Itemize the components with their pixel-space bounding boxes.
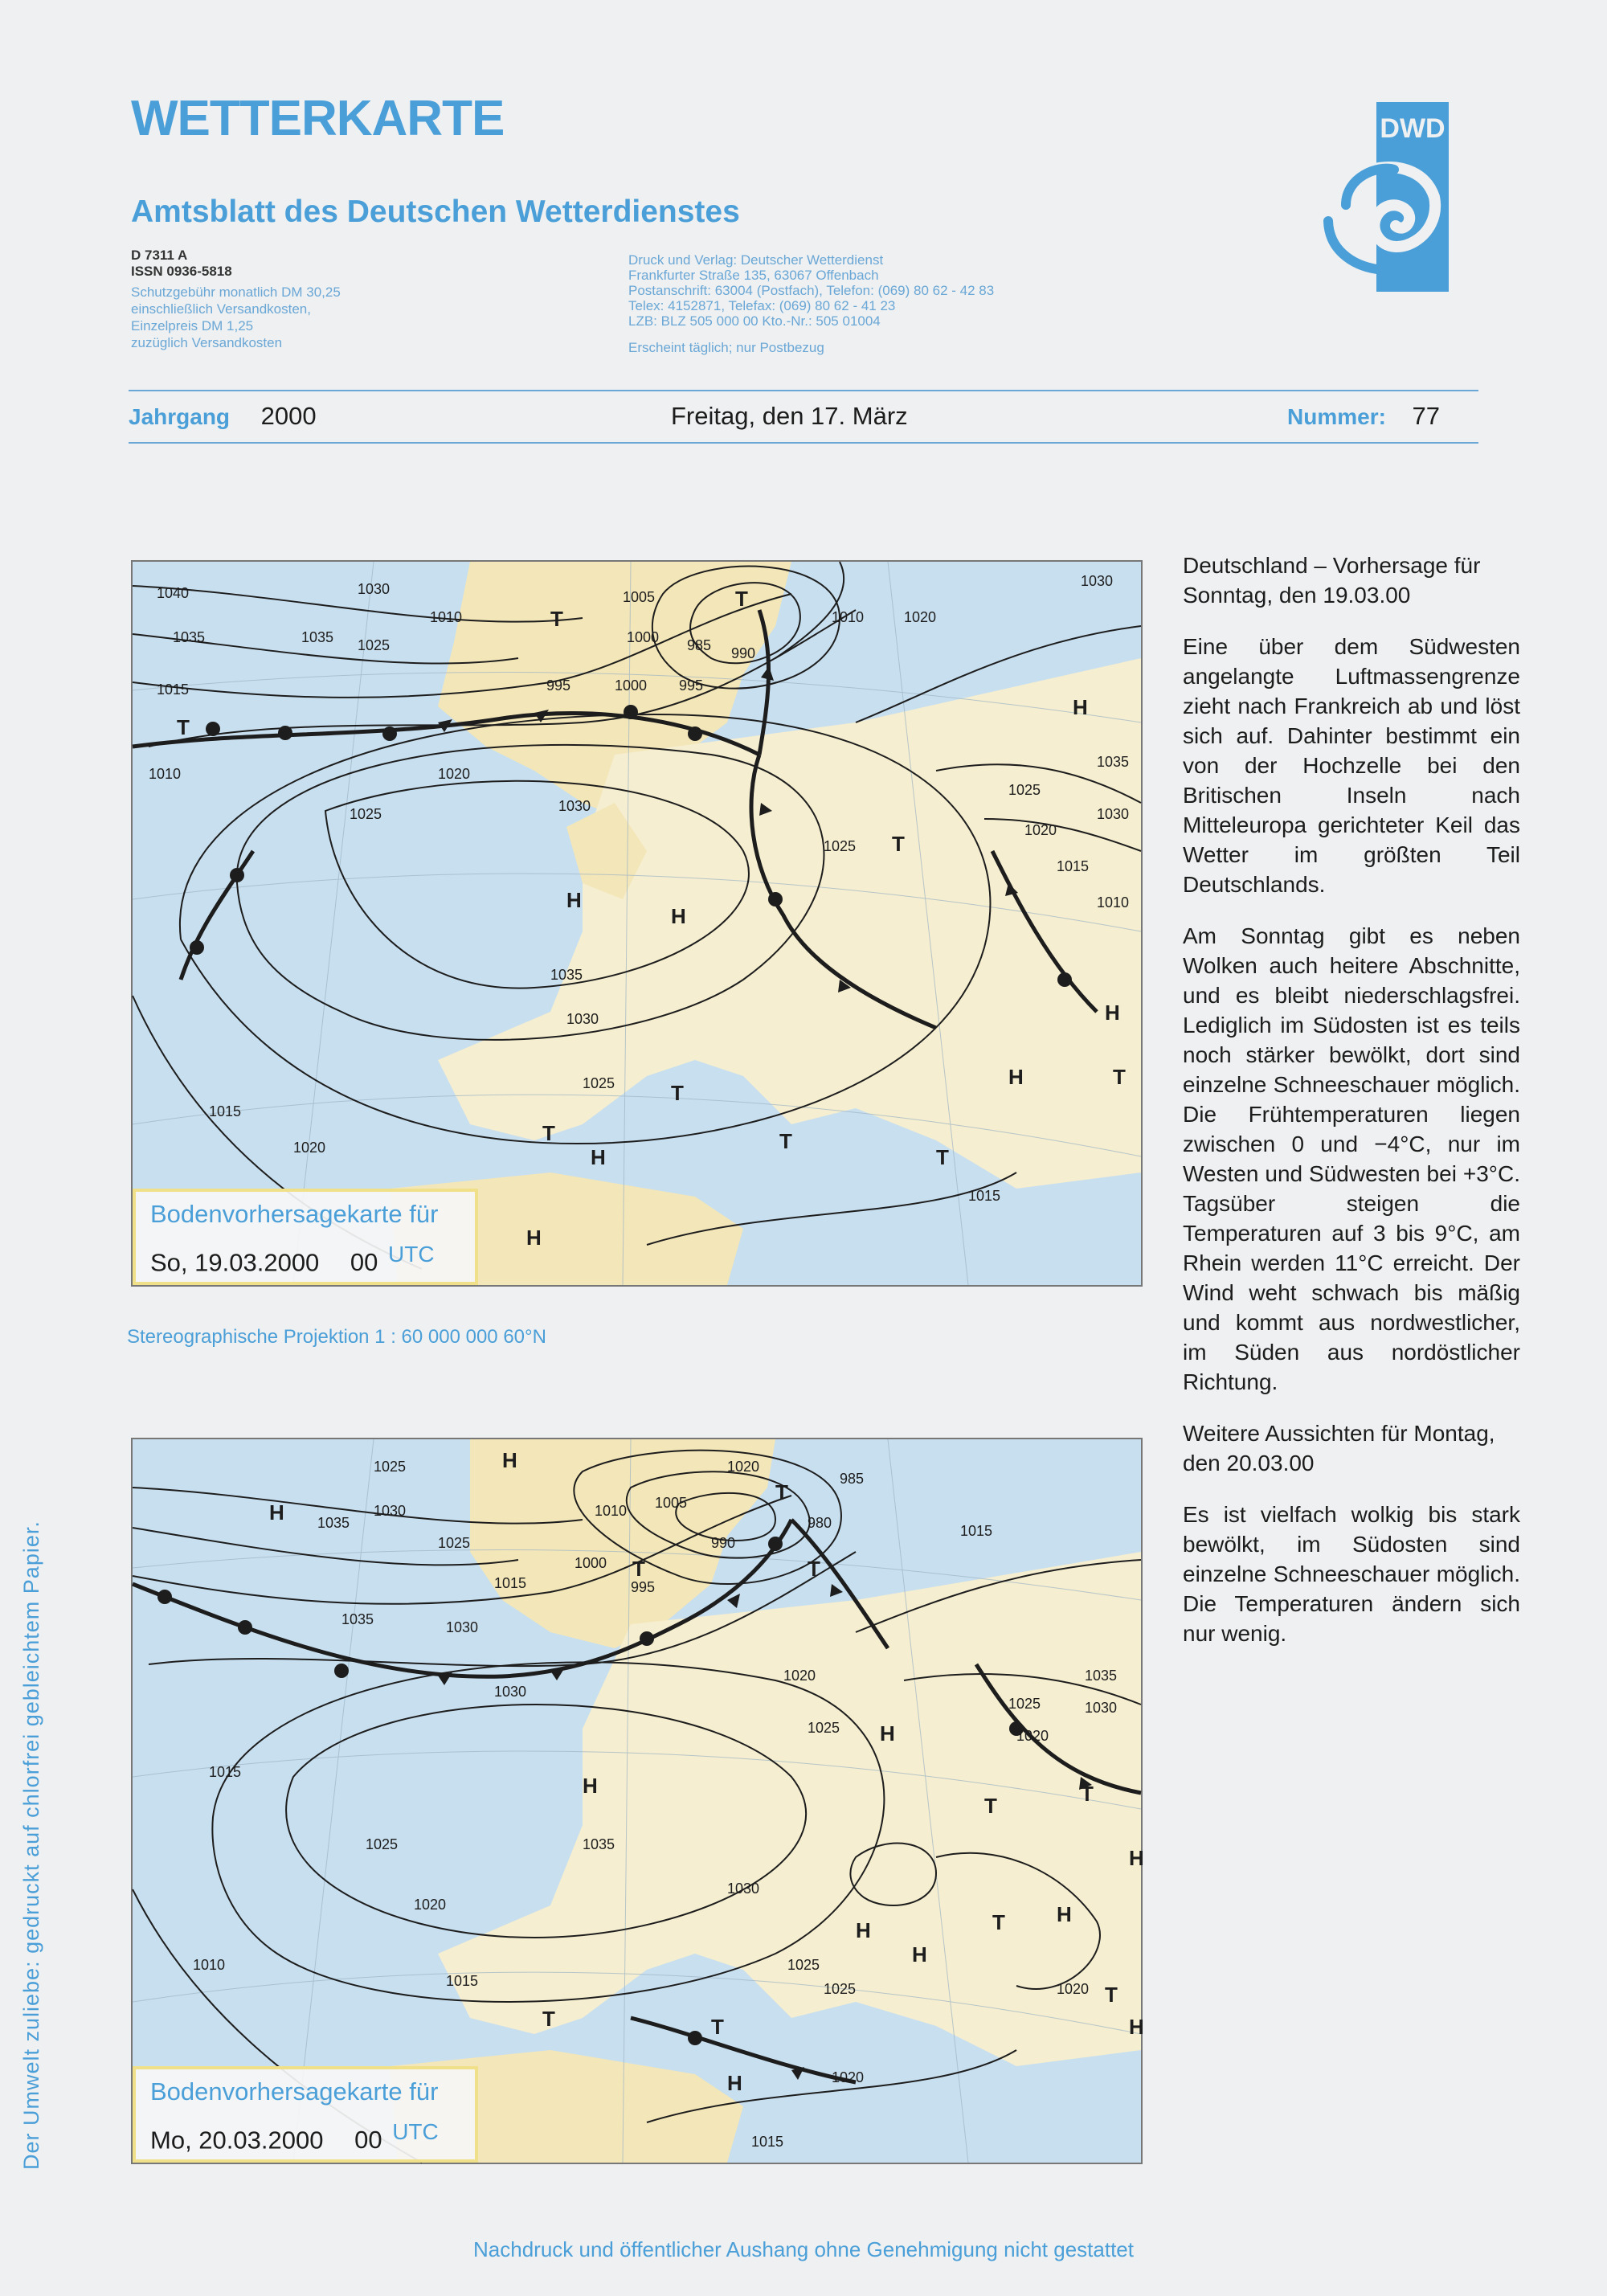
isobar-label: 1020 [904, 609, 937, 625]
contact-line: Druck und Verlag: Deutscher Wetterdienst [628, 252, 884, 268]
pressure-center: H [1129, 1846, 1144, 1870]
utc-label: UTC [388, 1242, 435, 1267]
forecast-date: So, 19.03.2000 [150, 1248, 320, 1277]
pressure-center: T [550, 607, 563, 631]
number-label: Nummer: [1287, 404, 1386, 429]
isobar-label: 1025 [374, 1459, 407, 1475]
isobar-label: 1015 [494, 1575, 527, 1591]
publication-subtitle: Amtsblatt des Deutschen Wetterdienstes [131, 194, 740, 229]
legend-date [150, 1242, 435, 1277]
pressure-center: T [1105, 1983, 1118, 2007]
isobar-label: 1030 [558, 798, 591, 814]
isobar-label: 1035 [583, 1836, 615, 1852]
isobar-label: 1020 [1057, 1981, 1090, 1997]
isobar-label: 980 [808, 1515, 832, 1531]
pressure-center: T [892, 832, 905, 856]
pressure-center: H [1073, 695, 1088, 719]
pressure-center: H [912, 1942, 927, 1967]
contact-line: Frankfurter Straße 135, 63067 Offenbach [628, 268, 879, 283]
isobar-label: 1025 [583, 1075, 615, 1091]
pressure-center: H [526, 1226, 542, 1250]
year-value: 2000 [260, 402, 317, 430]
year-label: Jahrgang [129, 404, 231, 429]
copyright-notice: Nachdruck und öffentlicher Aushang ohne Genehmigung nicht gestattet [473, 2237, 1134, 2261]
pressure-center: T [1113, 1065, 1126, 1089]
number-value: 77 [1412, 402, 1441, 430]
forecast-heading-sunday: Deutschland – Vorhersage für Sonntag, den 19.03.00 [1183, 553, 1481, 608]
isobar-label: 990 [731, 645, 756, 661]
pressure-center: T [984, 1794, 997, 1818]
isobar-label: 1030 [1081, 573, 1114, 589]
isobar-label: 1025 [787, 1957, 820, 1973]
pressure-center: T [808, 1557, 820, 1581]
isobar-label: 1020 [1024, 822, 1057, 838]
publisher-contact [628, 252, 1191, 355]
isobar-label: 1025 [358, 637, 391, 653]
isobar-label: 1030 [358, 581, 391, 597]
publication-title: WETTERKARTE [131, 91, 505, 146]
forecast-paragraph: Eine über dem Südwesten angelangte Luftmassengrenze zieht nach Frankreich ab und löst sich auf. Dahinter bestimmt ein von der Hochzelle bei den Britischen Inseln nach Mitteleuropa gerichteter Keil das Wetter im größten Teil Deutschlands. [1183, 634, 1520, 897]
legend-date [150, 2119, 439, 2155]
pressure-center: T [542, 2007, 555, 2031]
isobar-label: 1025 [366, 1836, 399, 1852]
isobar-label: 985 [687, 637, 712, 653]
isobar-label: 1015 [968, 1188, 1001, 1204]
pressure-center: T [671, 1081, 684, 1105]
pressure-center: T [1081, 1782, 1094, 1806]
isobar-label: 1035 [1085, 1668, 1118, 1684]
isobar-label: 1035 [1097, 754, 1130, 770]
pressure-center: T [177, 715, 190, 739]
isobar-label: 1025 [808, 1720, 840, 1736]
year-block [129, 402, 317, 431]
isobar-label: 990 [711, 1535, 736, 1551]
forecast-paragraph: Am Sonntag gibt es neben Wolken auch heitere Abschnitte, und es bleibt niederschlagsfrei. Lediglich im Südosten ist es teils noch stärker bewölkt, dort sind einzelne Schneeschauer möglich. Die Frühtemperaturen liegen zwischen 0 und −4°C, nur im Westen und Südwesten bei +3°C. Tagsüber steigen die Temperaturen auf 3 bis 9°C, am Rhein werden 11°C erreicht. Der Wind weht schwach bis mäßig und kommt aus nordwestlicher, im Süden aus nordöstlicher Richtung. [1183, 923, 1520, 1394]
fee-line: Schutzgebühr monatlich DM 30,25 [131, 284, 341, 300]
isobar-label: 1025 [1008, 782, 1041, 798]
map-legend [133, 1189, 478, 1285]
isobar-label: 1030 [566, 1011, 599, 1027]
projection-note: Stereographische Projektion 1 : 60 000 000 60°N [127, 1326, 546, 1348]
map-graphic [133, 1439, 1144, 2163]
forecast-hour: 00 [354, 2126, 382, 2155]
isobar-label: 1030 [1085, 1700, 1118, 1716]
isobar-label: 1000 [615, 677, 648, 694]
forecast-map-sunday [131, 560, 1143, 1287]
forecast-article [1183, 550, 1520, 1670]
isobar-label: 1015 [209, 1764, 242, 1780]
isobar-label: 1020 [438, 766, 471, 782]
publication-schedule: Erscheint täglich; nur Postbezug [628, 340, 824, 355]
isobar-label: 1015 [209, 1103, 242, 1119]
pressure-center: H [1129, 2015, 1144, 2039]
isobar-label: 1010 [193, 1957, 226, 1973]
isobar-label: 1035 [173, 629, 206, 645]
contact-line: Telex: 4152871, Telefax: (069) 80 62 - 41 23 [628, 298, 896, 313]
pressure-center: H [1008, 1065, 1024, 1089]
isobar-label: 1025 [824, 1981, 857, 1997]
fee-line: zuzüglich Versandkosten [131, 335, 283, 350]
pressure-center: T [542, 1121, 555, 1145]
pressure-center: T [735, 587, 748, 611]
isobar-label: 1015 [751, 2134, 784, 2150]
isobar-label: 1005 [623, 589, 656, 605]
isobar-label: 1025 [438, 1535, 471, 1551]
pressure-center: H [671, 904, 686, 928]
code-line: ISSN 0936-5818 [131, 264, 232, 279]
pressure-center: H [566, 888, 582, 912]
isobar-label: 1020 [727, 1459, 760, 1475]
pressure-center: T [779, 1129, 792, 1153]
forecast-heading-monday: Weitere Aussichten für Montag, den 20.03.00 [1183, 1421, 1495, 1475]
isobar-label: 1020 [414, 1897, 447, 1913]
forecast-map-monday [131, 1438, 1143, 2164]
dwd-logo [1322, 100, 1450, 293]
pressure-center: H [591, 1145, 606, 1169]
pressure-center: H [856, 1918, 871, 1942]
isobar-label: 1015 [446, 1973, 479, 1989]
forecast-paragraph: Es ist vielfach wolkig bis stark bewölkt, im Südosten sind einzelne Schneeschauer möglich. Die Temperaturen ändern sich nur wenig. [1183, 1502, 1520, 1646]
isobar-label: 995 [679, 677, 704, 694]
publication-codes [131, 248, 452, 351]
isobar-label: 1025 [350, 806, 382, 822]
utc-label: UTC [392, 2119, 439, 2144]
number-block [1287, 402, 1440, 431]
legend-title: Bodenvorhersagekarte für [150, 2077, 439, 2106]
pressure-center: T [632, 1557, 645, 1581]
environment-note: Der Umwelt zuliebe: gedruckt auf chlorfrei gebleichtem Papier. [19, 1520, 43, 2170]
pressure-center: T [775, 1480, 788, 1504]
isobar-label: 1020 [832, 2069, 865, 2085]
isobar-label: 1035 [341, 1611, 374, 1627]
isobar-label: 1015 [1057, 858, 1090, 874]
map-graphic [133, 562, 1141, 1285]
isobar-label: 1020 [1016, 1728, 1049, 1744]
pressure-center: H [502, 1448, 517, 1472]
isobar-label: 995 [631, 1579, 656, 1595]
legend-title: Bodenvorhersagekarte für [150, 1200, 439, 1228]
isobar-label: 1010 [430, 609, 463, 625]
isobar-label: 1040 [157, 585, 190, 601]
map-legend [133, 2066, 478, 2163]
isobar-label: 1020 [783, 1668, 816, 1684]
code-line: D 7311 A [131, 248, 188, 263]
isobar-label: 1010 [832, 609, 865, 625]
pressure-center: H [583, 1774, 598, 1798]
contact-line: LZB: BLZ 505 000 00 Kto.-Nr.: 505 01004 [628, 313, 881, 329]
isobar-label: 1035 [301, 629, 334, 645]
isobar-label: 1005 [655, 1495, 688, 1511]
pressure-center: H [727, 2071, 742, 2095]
pressure-center: T [711, 2015, 724, 2039]
pressure-center: T [992, 1910, 1005, 1934]
pressure-center: H [1057, 1902, 1072, 1926]
fee-line: einschließlich Versandkosten, [131, 301, 311, 317]
isobar-label: 1000 [575, 1555, 607, 1571]
isobar-label: 1020 [293, 1140, 326, 1156]
isobar-label: 1010 [1097, 894, 1130, 911]
isobar-label: 1030 [727, 1881, 760, 1897]
isobar-label: 1035 [550, 967, 583, 983]
isobar-label: 1015 [157, 681, 190, 698]
isobar-label: 1030 [1097, 806, 1130, 822]
isobar-label: 1030 [446, 1619, 479, 1635]
isobar-label: 1030 [374, 1503, 407, 1519]
isobar-label: 995 [546, 677, 571, 694]
pressure-center: H [880, 1721, 895, 1746]
isobar-label: 1010 [595, 1503, 628, 1519]
isobar-label: 1000 [627, 629, 660, 645]
isobar-label: 1015 [960, 1523, 993, 1539]
issue-date: Freitag, den 17. März [671, 402, 908, 430]
forecast-hour: 00 [350, 1248, 378, 1277]
isobar-label: 1035 [317, 1515, 350, 1531]
pressure-center: T [936, 1145, 949, 1169]
forecast-date: Mo, 20.03.2000 [150, 2126, 324, 2155]
logo-text: DWD [1380, 113, 1445, 144]
fee-line: Einzelpreis DM 1,25 [131, 318, 254, 334]
contact-line: Postanschrift: 63004 (Postfach), Telefon: (069) 80 62 - 42 83 [628, 283, 995, 298]
isobar-label: 1030 [494, 1684, 527, 1700]
isobar-label: 985 [840, 1471, 865, 1487]
isobar-label: 1025 [824, 838, 857, 854]
isobar-label: 1010 [149, 766, 182, 782]
isobar-label: 1025 [1008, 1696, 1041, 1712]
pressure-center: H [269, 1500, 284, 1525]
pressure-center: H [1105, 1001, 1120, 1025]
